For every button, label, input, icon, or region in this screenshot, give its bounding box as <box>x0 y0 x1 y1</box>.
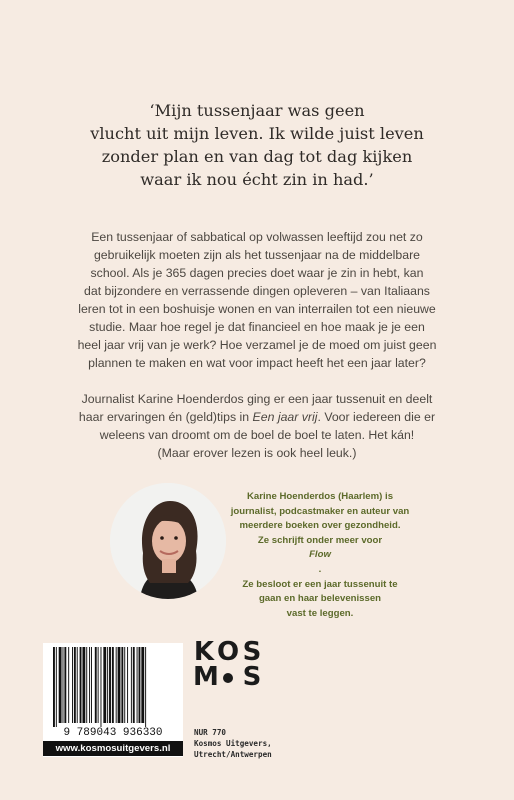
magazine-name: Flow <box>309 549 331 561</box>
barcode-bar <box>137 647 138 723</box>
barcode-bar <box>72 647 73 723</box>
blurb-line: weleens van droomt om de boel de boel te laten. Het kán! <box>99 428 415 442</box>
blurb-line: school. Als je 365 dagen precies doet waar je zin in hebt, kan <box>90 266 424 280</box>
blurb-paragraph-2 <box>30 390 484 462</box>
blurb-line: (Maar erover lezen is ook heel leuk.) <box>157 446 357 460</box>
author-bio <box>228 490 412 621</box>
bio-line: meerdere boeken over gezondheid. <box>239 520 401 532</box>
barcode-bar <box>82 647 85 723</box>
publisher-info <box>194 727 334 760</box>
barcode-bar <box>89 647 90 723</box>
publisher-city: Utrecht/Antwerpen <box>194 750 272 759</box>
blurb-line: Een tussenjaar of sabbatical op volwassen leeftijd zou net zo <box>91 230 423 244</box>
blurb-line: leren tot in een boshuisje wonen en van interrailen tot een nieuwe <box>78 302 436 316</box>
barcode-bars <box>53 647 173 727</box>
barcode-bar <box>68 647 69 723</box>
back-cover-quote <box>60 99 454 191</box>
barcode-bar <box>145 647 146 727</box>
barcode-bar <box>121 647 123 723</box>
barcode-bar <box>116 647 117 723</box>
blurb-line: plannen te maken en wat voor impact heeft het een jaar later? <box>88 356 426 370</box>
logo-letter: O <box>217 637 240 667</box>
barcode-bar <box>101 647 102 727</box>
bio-line: vast te leggen. <box>286 607 354 619</box>
barcode-bar <box>77 647 78 723</box>
blurb-paragraph-1 <box>30 228 484 372</box>
logo-letter: S <box>242 662 262 692</box>
bio-line: Ze besloot er een jaar tussenuit te <box>242 578 398 590</box>
barcode-bar <box>53 647 55 727</box>
book-title: Een jaar vrij <box>252 410 318 424</box>
barcode-bar <box>112 647 114 723</box>
blurb-line: heel jaar vrij van je werk? Hoe verzamel je de moed om juist geen <box>77 338 437 352</box>
blurb-text: haar ervaringen én (geld)tips in <box>78 410 253 424</box>
quote-line: vlucht uit mijn leven. Ik wilde juist leven <box>90 124 424 143</box>
barcode-bar <box>133 647 135 723</box>
barcode-bar <box>95 647 97 723</box>
barcode-bar <box>91 647 92 723</box>
logo-letter: K <box>193 637 215 667</box>
quote-line: zonder plan en van dag tot dag kijken <box>101 147 413 166</box>
logo-letter: M <box>193 662 219 692</box>
blurb <box>30 228 484 462</box>
barcode-bar <box>109 647 111 723</box>
blurb-line: gebruikelijk moeten zijn als het tussenjaar na de middelbare <box>93 248 421 262</box>
barcode-bar <box>139 647 141 723</box>
blurb-line <box>30 408 484 426</box>
barcode-bar <box>127 647 128 723</box>
barcode-bar <box>86 647 87 723</box>
logo-letter: S <box>242 637 262 667</box>
bio-line: gaan en haar belevenissen <box>258 593 382 605</box>
bio-text: . <box>318 563 322 575</box>
bio-line: journalist, podcastmaker en auteur van <box>230 505 410 517</box>
barcode-bar <box>103 647 106 723</box>
publisher-name: Kosmos Uitgevers, <box>194 739 272 748</box>
barcode-bar <box>64 647 66 723</box>
barcode-bar <box>131 647 132 723</box>
barcode-bar <box>98 647 99 723</box>
blurb-line: dat bijzondere en verrassende dingen opleveren – van Italiaans <box>84 284 430 298</box>
blurb-line: studie. Maar hoe regel je dat financieel en hoe maak je je een <box>89 320 425 334</box>
barcode-bar <box>74 647 76 723</box>
barcode-bar <box>124 647 125 723</box>
logo-dot-icon <box>217 665 239 690</box>
barcode-bar <box>118 647 121 723</box>
barcode-bar <box>59 647 62 723</box>
quote-line: ‘Mijn tussenjaar was geen <box>149 101 365 120</box>
quote-line: waar ik nou écht zin in had.’ <box>140 170 374 189</box>
bio-text: Ze schrijft onder meer voor <box>257 534 383 546</box>
kosmos-logo <box>193 637 263 692</box>
barcode-bar <box>80 647 82 723</box>
author-portrait-illustration <box>110 483 226 599</box>
blurb-text: . Voor iedereen die er <box>317 410 436 424</box>
isbn-number: 9 789043 936330 <box>63 727 163 739</box>
barcode-bar <box>56 647 57 727</box>
barcode-bar <box>107 647 108 723</box>
bio-line: Karine Hoenderdos (Haarlem) is <box>246 491 394 502</box>
blurb-line: Journalist Karine Hoenderdos ging er een jaar tussenuit en deelt <box>81 392 433 406</box>
nur-code: NUR 770 <box>194 728 227 737</box>
isbn-barcode <box>43 643 183 757</box>
author-photo <box>110 483 226 599</box>
bio-line <box>228 534 412 578</box>
publisher-website: www.kosmosuitgevers.nl <box>43 741 183 756</box>
barcode-bar <box>141 647 144 723</box>
barcode-bar <box>63 647 64 723</box>
